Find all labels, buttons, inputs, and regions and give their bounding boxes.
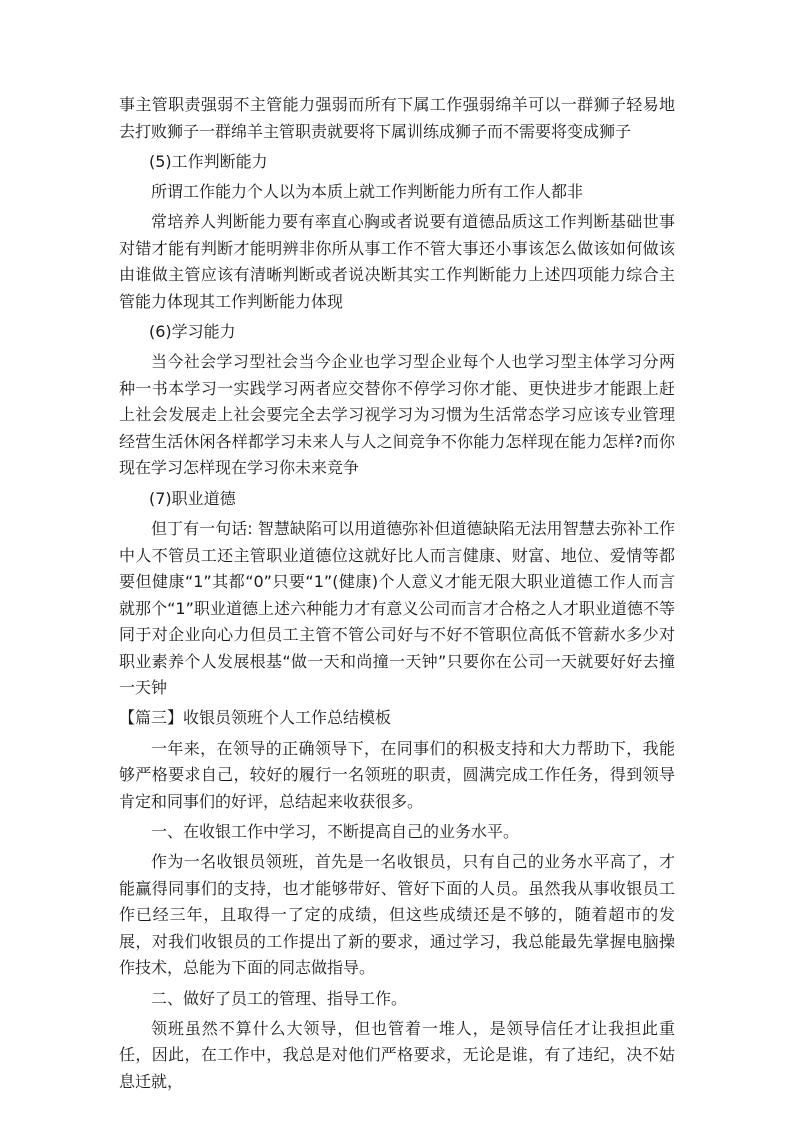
paragraph-4: 当今社会学习型社会当今企业也学习型企业每个人也学习型主体学习分两种一书本学习一实践学习两者应交替你不停学习你才能、更快进步才能跟上赶上社会发展走上社会要完全去学习视学习为习惯为生活常态学习应该专业管理经营生活休闲各样都学习未来人与人之间竞争不你能力怎样现在能力怎样?而你现在学习怎样现在学习你未来竞争 — [119, 352, 675, 478]
paragraph-7: 一、在收银工作中学习，不断提高自己的业务水平。 — [151, 821, 520, 841]
paragraph-1: 事主管职责强弱不主管能力强弱而所有下属工作强弱绵羊可以一群狮子轻易地去打败狮子一群绵羊主管职责就要将下属训练成狮子而不需要将变成狮子 — [119, 95, 675, 141]
heading-work-judgment: (5)工作判断能力 — [149, 151, 268, 171]
paragraph-10: 领班虽然不算什么大领导，但也管着一堆人，是领导信任才让我担此重任，因此，在工作中，我总是对他们严格要求，无论是谁，有了违纪，决不姑息迁就， — [119, 1018, 675, 1091]
paragraph-3: 常培养人判断能力要有率直心胸或者说要有道德品质这工作判断基础世事对错才能有判断才能明辨非你所从事工作不管大事还小事该怎么做该如何做该由谁做主管应该有清晰判断或者说决断其实工作判断能力上述四项能力综合主管能力体现其工作判断能力体现 — [119, 212, 675, 311]
section-title-part-three: 【篇三】收银员领班个人工作总结模板 — [119, 708, 392, 728]
paragraph-5: 但丁有一句话: 智慧缺陷可以用道德弥补但道德缺陷无法用智慧去弥补工作中人不管员工还主管职业道德位这就好比人而言健康、财富、地位、爱情等都要但健康“1”其都“0”只要“1”(健康)个人意义才能无限大职业道德工作人而言就那个“1”职业道德上述六种能力才有意义公司而言才合格之人才职业道德不等同于对企业向心力但员工主管不管公司好与不好不管职位高低不管薪水多少对职业素养个人发展根基“做一天和尚撞一天钟”只要你在公司一天就要好好去撞一天钟 — [119, 519, 675, 698]
heading-learning-ability: (6)学习能力 — [149, 322, 236, 342]
document-page — [119, 92, 675, 1099]
paragraph-8: 作为一名收银员领班，首先是一名收银员，只有自己的业务水平高了，才能赢得同事们的支持，也才能够带好、管好下面的人员。虽然我从事收银员工作已经三年，且取得一了定的成绩，但这些成绩还是不够的，随着超市的发展，对我们收银员的工作提出了新的要求，通过学习，我总能最先掌握电脑操作技术，总能为下面的同志做指导。 — [119, 852, 675, 978]
paragraph-2: 所谓工作能力个人以为本质上就工作判断能力所有工作人都非 — [151, 182, 584, 202]
heading-professional-ethics: (7)职业道德 — [149, 488, 236, 508]
paragraph-6: 一年来，在领导的正确领导下，在同事们的积极支持和大力帮助下，我能够严格要求自己，较好的履行一名领班的职责，圆满完成工作任务，得到领导肯定和同事们的好评，总结起来收获很多。 — [119, 738, 675, 811]
paragraph-9: 二、做好了员工的管理、指导工作。 — [151, 988, 408, 1008]
